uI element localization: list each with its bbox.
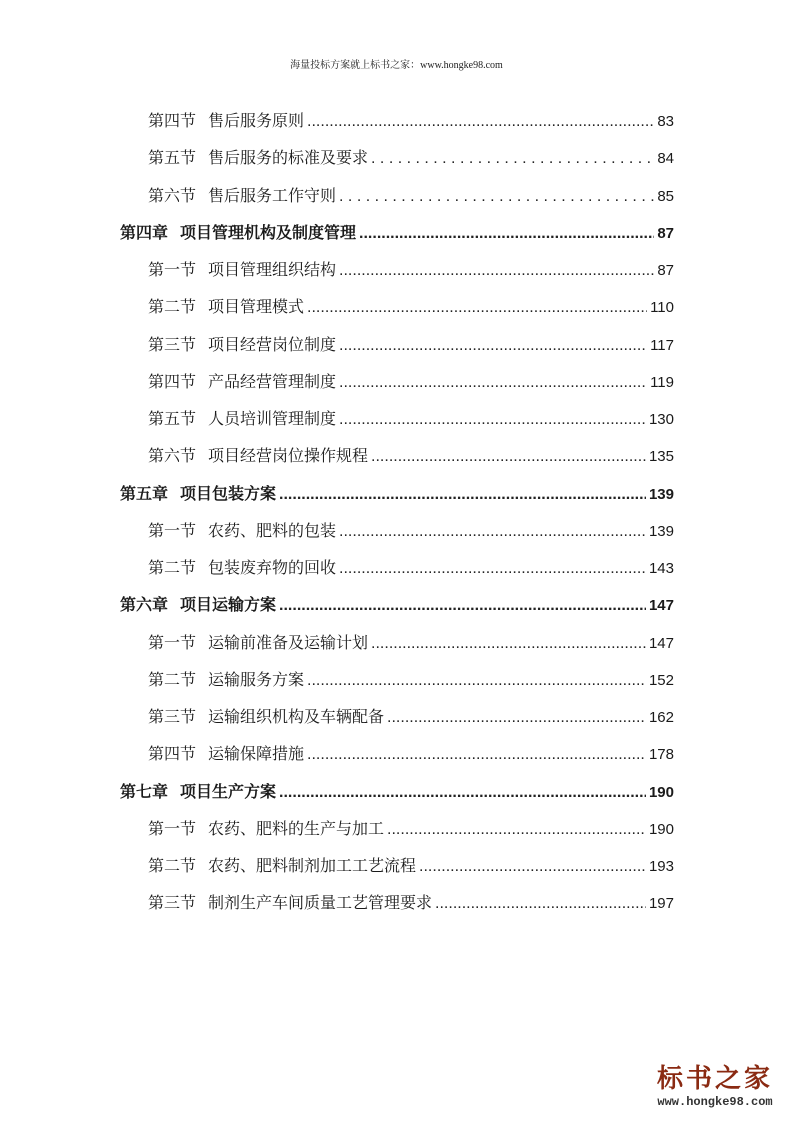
toc-page-number: 85 bbox=[657, 188, 674, 205]
toc-entry-title: 售后服务原则 bbox=[208, 111, 305, 130]
toc-entry-number: 第四节 bbox=[148, 744, 197, 763]
toc-dot-leader bbox=[435, 895, 646, 913]
toc-dot-leader bbox=[339, 337, 647, 355]
toc-entry-label bbox=[148, 555, 336, 578]
toc-entry-label bbox=[148, 257, 336, 280]
toc-entry-title: 项目管理组织结构 bbox=[208, 260, 337, 279]
toc-entry-title: 项目包装方案 bbox=[180, 484, 277, 503]
toc-page-number: 190 bbox=[648, 821, 674, 838]
toc-dot-leader bbox=[307, 746, 646, 764]
toc-dot-leader bbox=[279, 486, 646, 504]
toc-dot-leader bbox=[371, 635, 646, 653]
toc-entry-label bbox=[148, 704, 384, 727]
toc-page-number: 110 bbox=[650, 299, 674, 316]
toc-page-number: 87 bbox=[657, 262, 674, 279]
toc-entry-title: 人员培训管理制度 bbox=[208, 409, 337, 428]
toc-entry-label bbox=[148, 443, 368, 466]
toc-entry-number: 第五节 bbox=[148, 148, 197, 167]
toc-page-number: 152 bbox=[648, 672, 674, 689]
toc-entry-number: 第五节 bbox=[148, 409, 197, 428]
toc-entry-label bbox=[148, 741, 304, 764]
toc-entry-title: 售后服务工作守则 bbox=[208, 186, 337, 205]
toc-section-entry[interactable] bbox=[148, 518, 674, 544]
toc-entry-title: 产品经营管理制度 bbox=[208, 372, 337, 391]
toc-page-number: 162 bbox=[648, 709, 674, 726]
site-logo bbox=[640, 1064, 790, 1120]
toc-section-entry[interactable] bbox=[148, 555, 674, 581]
toc-dot-leader bbox=[307, 113, 654, 131]
page-header bbox=[0, 56, 793, 71]
toc-entry-title: 包装废弃物的回收 bbox=[208, 558, 337, 577]
toc-entry-label bbox=[148, 406, 336, 429]
toc-page-number: 193 bbox=[648, 858, 674, 875]
toc-page-number: 83 bbox=[657, 113, 674, 130]
toc-dot-leader bbox=[307, 672, 646, 690]
toc-entry-number: 第四节 bbox=[148, 372, 197, 391]
toc-dot-leader bbox=[279, 784, 646, 802]
logo-url: www.hongke98.com bbox=[657, 1095, 773, 1109]
toc-chapter-entry[interactable] bbox=[120, 481, 674, 507]
toc-entry-number: 第一节 bbox=[148, 633, 197, 652]
toc-entry-title: 运输服务方案 bbox=[208, 670, 305, 689]
toc-dot-leader bbox=[339, 560, 646, 578]
toc-entry-label bbox=[148, 890, 432, 913]
toc-entry-title: 农药、肥料的包装 bbox=[208, 521, 337, 540]
toc-entry-label bbox=[148, 183, 336, 206]
toc-entry-number: 第六节 bbox=[148, 186, 197, 205]
toc-entry-number: 第三节 bbox=[148, 707, 197, 726]
toc-dot-leader bbox=[279, 597, 646, 615]
toc-entry-number: 第四节 bbox=[148, 111, 197, 130]
toc-entry-number: 第二节 bbox=[148, 856, 197, 875]
toc-page-number: 119 bbox=[650, 374, 674, 391]
toc-section-entry[interactable] bbox=[148, 443, 674, 469]
toc-dot-leader bbox=[339, 188, 654, 206]
toc-section-entry[interactable] bbox=[148, 257, 674, 283]
toc-section-entry[interactable] bbox=[148, 704, 674, 730]
logo-title: 标书之家 bbox=[656, 1064, 773, 1094]
toc-entry-number: 第二节 bbox=[148, 670, 197, 689]
toc-section-entry[interactable] bbox=[148, 145, 674, 171]
toc-page-number: 84 bbox=[657, 150, 674, 167]
toc-entry-title: 项目生产方案 bbox=[180, 782, 277, 801]
toc-section-entry[interactable] bbox=[148, 630, 674, 656]
toc-entry-label bbox=[148, 332, 336, 355]
toc-page-number: 147 bbox=[648, 597, 674, 614]
toc-entry-title: 农药、肥料制剂加工工艺流程 bbox=[208, 856, 417, 875]
toc-section-entry[interactable] bbox=[148, 890, 674, 916]
toc-page-number: 190 bbox=[648, 784, 674, 801]
toc-entry-number: 第三节 bbox=[148, 335, 197, 354]
toc-entry-number: 第二节 bbox=[148, 558, 197, 577]
toc-page-number: 139 bbox=[648, 523, 674, 540]
toc-page-number: 147 bbox=[648, 635, 674, 652]
toc-page-number: 117 bbox=[650, 337, 674, 354]
toc-entry-number: 第七章 bbox=[120, 782, 169, 801]
toc-entry-number: 第六节 bbox=[148, 446, 197, 465]
toc-section-entry[interactable] bbox=[148, 108, 674, 134]
toc-dot-leader bbox=[387, 709, 646, 727]
toc-page-number: 130 bbox=[648, 411, 674, 428]
toc-entry-label bbox=[120, 220, 356, 243]
toc-dot-leader bbox=[371, 150, 654, 168]
toc-entry-label bbox=[120, 592, 276, 615]
toc-page-number: 197 bbox=[648, 895, 674, 912]
toc-entry-label bbox=[148, 294, 304, 317]
toc-section-entry[interactable] bbox=[148, 816, 674, 842]
toc-entry-label bbox=[148, 853, 416, 876]
toc-entry-number: 第一节 bbox=[148, 819, 197, 838]
toc-section-entry[interactable] bbox=[148, 294, 674, 320]
toc-section-entry[interactable] bbox=[148, 853, 674, 879]
toc-chapter-entry[interactable] bbox=[120, 779, 674, 805]
toc-page-number: 135 bbox=[648, 448, 674, 465]
header-text: 海量投标方案就上标书之家：www.hongke98.com bbox=[290, 60, 503, 71]
toc-entry-number: 第二节 bbox=[148, 297, 197, 316]
toc-entry-number: 第三节 bbox=[148, 893, 197, 912]
toc-entry-title: 项目经营岗位操作规程 bbox=[208, 446, 369, 465]
toc-section-entry[interactable] bbox=[148, 183, 674, 209]
toc-entry-label bbox=[148, 630, 368, 653]
toc-entry-number: 第六章 bbox=[120, 595, 169, 614]
toc-page-number: 178 bbox=[648, 746, 674, 763]
toc-entry-title: 项目管理模式 bbox=[208, 297, 305, 316]
toc-section-entry[interactable] bbox=[148, 332, 674, 358]
toc-entry-title: 售后服务的标准及要求 bbox=[208, 148, 369, 167]
toc-entry-number: 第一节 bbox=[148, 521, 197, 540]
toc-dot-leader bbox=[339, 262, 654, 280]
toc-dot-leader bbox=[419, 858, 646, 876]
toc-entry-title: 农药、肥料的生产与加工 bbox=[208, 819, 385, 838]
toc-entry-number: 第四章 bbox=[120, 223, 169, 242]
toc-entry-title: 项目管理机构及制度管理 bbox=[180, 223, 357, 242]
toc-section-entry[interactable] bbox=[148, 741, 674, 767]
toc-entry-label bbox=[148, 667, 304, 690]
toc-chapter-entry[interactable] bbox=[120, 592, 674, 618]
toc-entry-title: 项目经营岗位制度 bbox=[208, 335, 337, 354]
toc-entry-number: 第五章 bbox=[120, 484, 169, 503]
toc-chapter-entry[interactable] bbox=[120, 220, 674, 246]
toc-section-entry[interactable] bbox=[148, 667, 674, 693]
toc-entry-title: 运输保障措施 bbox=[208, 744, 305, 763]
toc-page-number: 139 bbox=[648, 486, 674, 503]
toc-dot-leader bbox=[387, 821, 646, 839]
toc-dot-leader bbox=[359, 225, 654, 243]
toc-entry-label bbox=[120, 779, 276, 802]
toc-dot-leader bbox=[339, 374, 647, 392]
toc-entry-label bbox=[148, 145, 368, 168]
toc-entry-label bbox=[148, 108, 304, 131]
toc-dot-leader bbox=[307, 299, 647, 317]
toc-entry-title: 项目运输方案 bbox=[180, 595, 277, 614]
toc-section-entry[interactable] bbox=[148, 369, 674, 395]
toc-dot-leader bbox=[371, 448, 646, 466]
toc-page-number: 143 bbox=[648, 560, 674, 577]
toc-entry-label bbox=[148, 518, 336, 541]
toc-entry-label bbox=[148, 369, 336, 392]
toc-entry-number: 第一节 bbox=[148, 260, 197, 279]
toc-entry-title: 制剂生产车间质量工艺管理要求 bbox=[208, 893, 433, 912]
toc-entry-title: 运输前准备及运输计划 bbox=[208, 633, 369, 652]
toc-entry-title: 运输组织机构及车辆配备 bbox=[208, 707, 385, 726]
toc-entry-label bbox=[120, 481, 276, 504]
toc-entry-label bbox=[148, 816, 384, 839]
toc-dot-leader bbox=[339, 411, 646, 429]
toc-dot-leader bbox=[339, 523, 646, 541]
toc-section-entry[interactable] bbox=[148, 406, 674, 432]
toc-page-number: 87 bbox=[657, 225, 674, 242]
